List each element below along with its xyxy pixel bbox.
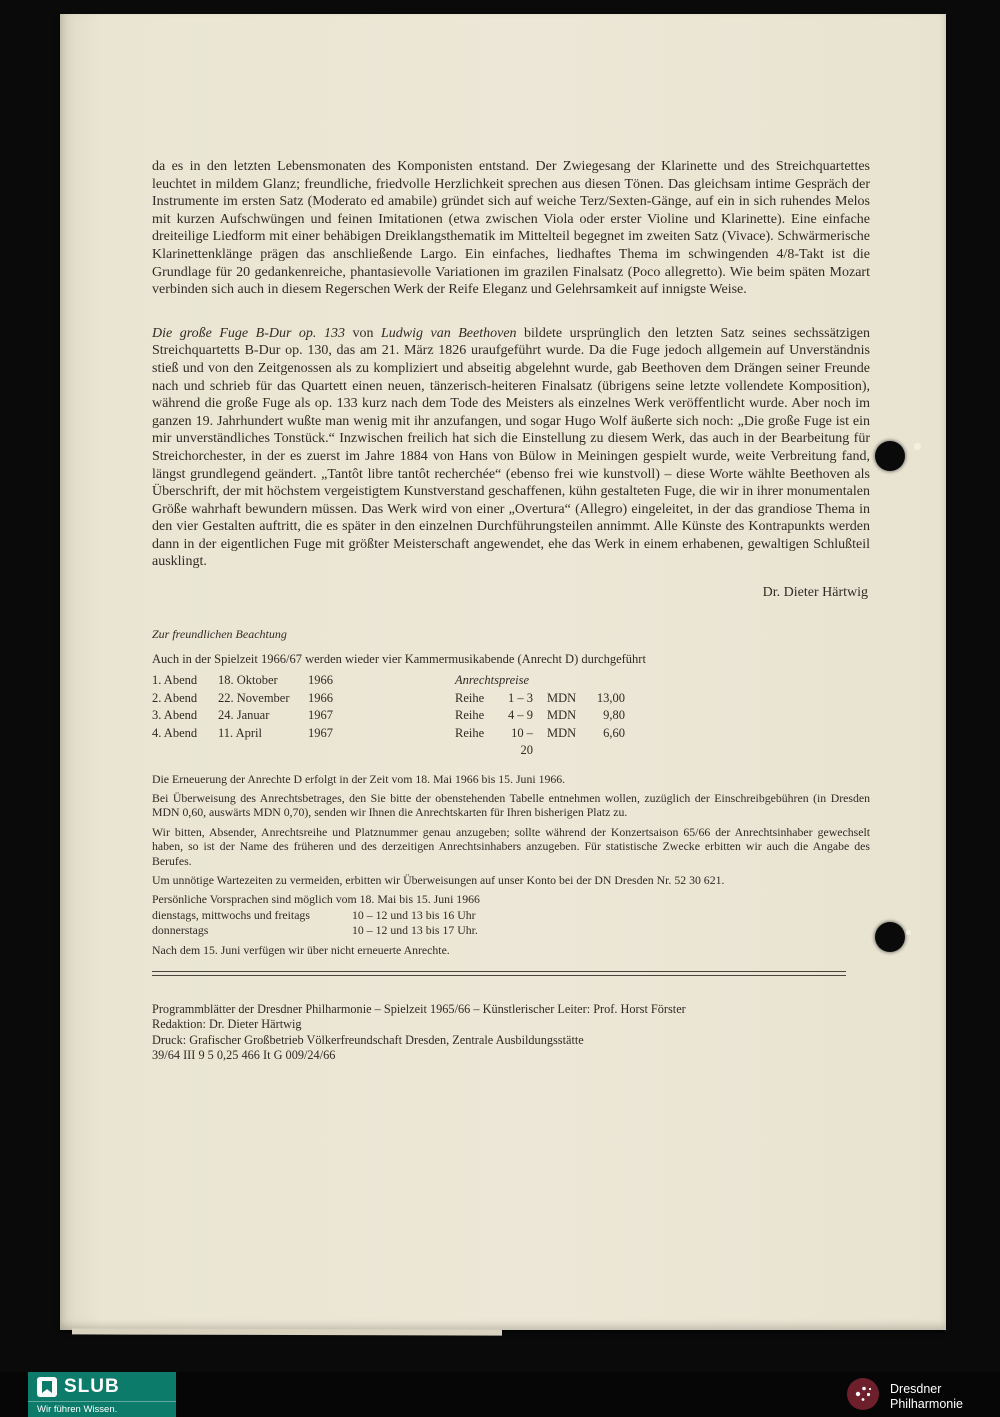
price-amount: 9,80	[603, 708, 625, 723]
imprint-line: Druck: Grafischer Großbetrieb Völkerfreundschaft Dresden, Zentrale Ausbildungsstätte	[152, 1032, 584, 1047]
slub-bookmark-icon	[37, 1377, 57, 1397]
table-row	[152, 672, 870, 690]
currency: MDN	[547, 690, 577, 705]
philharmonie-logo	[846, 1377, 963, 1416]
imprint-block	[152, 1002, 870, 1064]
event-year: 1967	[308, 725, 333, 740]
weekday-label: dienstags, mittwochs und freitags	[152, 907, 310, 922]
page-text-block	[152, 158, 870, 1064]
event-number: 4. Abend	[152, 725, 198, 740]
hours-value: 10 – 12 und 13 bis 16 Uhr	[352, 907, 476, 922]
prices-cell	[455, 707, 625, 725]
notice-paragraph: Die Erneuerung der Anrechte D erfolgt in der Zeit vom 18. Mai 1966 bis 15. Juni 1966.	[152, 771, 566, 786]
event-date: 18. Oktober	[218, 673, 278, 688]
underlying-sheet-edge	[72, 1328, 502, 1335]
row-label: Reihe	[455, 708, 485, 723]
event-number: 1. Abend	[152, 673, 198, 688]
subscription-schedule-table	[152, 672, 870, 760]
punch-hole	[875, 922, 905, 952]
imprint-line: 39/64 III 9 5 0,25 466 It G 009/24/66	[152, 1048, 336, 1063]
row-label: Reihe	[455, 725, 485, 740]
paragraph-grosse-fuge	[152, 325, 870, 571]
price-amount: 13,00	[596, 690, 625, 705]
hours-value: 10 – 12 und 13 bis 17 Uhr.	[352, 923, 478, 938]
paragraph-body-text: bildete ursprünglich den letzten Satz seines sechssätzigen Streichquartetts B-Dur op. 130, das am 21. März 1826 uraufgeführt wurde. Da die Fuge jedoch allgemein auf Unverständnis stieß und von den Zeitgenossen als zu kompliziert und abseitig abgelehnt wurde, gab Beethoven dem Drängen seiner Freunde nach und schrieb für das Quartett einen neuen, tänzerisch-heiteren Finalsatz (übrigens seine letzte vollendete Komposition), während die große Fuge als op. 133 kurz nach dem Tode des Meisters als einzelnes Werk veröffentlicht wurde. Aber noch im ganzen 19. Jahrhundert wußte man wenig mit ihr anzufangen, und sogar Hugo Wolf äußerte sich noch: „Die große Fuge ist ein mir unverständliches Tonstück.“ Inzwischen freilich hat sich die Einstellung zu diesem Werk, das auch in der Bearbeitung für Streichorchester, in der es zuerst im Jahre 1884 von Hans von Bülow in Meiningen gespielt wurde, weite Verbreitung fand, längst grundlegend geändert. „Tantôt libre tantôt recherchée“ (ebenso frei wie kunstvoll) – diese Worte wählte Beethoven als Überschrift, der mit höchstem vergeistigtem Kunstverstand geschaffenen, kühn gestalteten Fuge, die wir in ihrer monumentalen Größe wahrhaft bewundern müssen. Das Werk wird von einer „Overtura“ (Allegro) eingeleitet, in der das grandiose Thema in den vier Gestalten auftritt, die es später in den einzelnen Durchführungsteilen annimmt. Alle Künste des Kontrapunkts werden dann in der eigentlichen Fuge mit größter Meisterschaft angewendet, ehe das Werk in einem erhabenen, gewaltigen Schlußteil ausklingt.	[152, 325, 870, 570]
prices-heading: Anrechtspreise	[455, 673, 530, 688]
divider-rule	[152, 971, 846, 976]
philharmonie-wordmark-line1: Dresdner	[890, 1381, 942, 1396]
opening-hours-row	[152, 923, 870, 937]
currency: MDN	[547, 725, 577, 740]
event-date: 11. April	[218, 725, 262, 740]
weekday-label: donnerstags	[152, 923, 209, 938]
connector-text: von	[344, 325, 381, 341]
imprint-line: Redaktion: Dr. Dieter Härtwig	[152, 1017, 302, 1032]
prices-cell	[455, 672, 529, 690]
table-row	[152, 690, 870, 708]
notice-paragraph: Bei Überweisung des Anrechtsbetrages, den Sie bitte der obenstehenden Tabelle entnehmen wollen, zuzüglich der Einschreibgebühren (in Dresden MDN 0,60, auswärts MDN 0,70), senden wir Ihnen die Anrechtskarten für Ihren bisherigen Platz zu.	[152, 790, 870, 820]
row-label: Reihe	[455, 690, 485, 705]
event-year: 1966	[308, 690, 333, 705]
philharmonie-wordmark	[890, 1382, 963, 1412]
opening-hours-row	[152, 908, 870, 922]
price-amount: 6,60	[603, 725, 625, 740]
notice-heading: Zur freundlichen Beachtung	[152, 627, 287, 642]
philharmonie-circle-icon	[846, 1377, 880, 1416]
slub-tagline: Wir führen Wissen.	[28, 1401, 176, 1415]
prices-cell	[455, 725, 625, 760]
currency: MDN	[547, 708, 577, 723]
row-range: 1 – 3	[508, 690, 533, 705]
event-year: 1966	[308, 673, 333, 688]
notice-paragraph: Um unnötige Wartezeiten zu vermeiden, erbitten wir Überweisungen auf unser Konto bei der DN Dresden Nr. 52 30 621.	[152, 873, 725, 887]
event-date: 22. November	[218, 690, 290, 705]
dust-speck	[906, 930, 911, 935]
scanned-page	[60, 14, 946, 1330]
event-number: 3. Abend	[152, 708, 198, 723]
row-range: 4 – 9	[508, 708, 533, 723]
composer-name: Ludwig van Beethoven	[380, 325, 517, 341]
table-row	[152, 725, 870, 760]
prices-cell	[455, 690, 625, 708]
work-title: Die große Fuge B-Dur op. 133	[152, 325, 345, 341]
slub-logo	[28, 1372, 176, 1417]
slub-logo-row	[28, 1372, 176, 1398]
row-range: 10 – 20	[511, 725, 533, 758]
notice-final-line: Nach dem 15. Juni verfügen wir über nicht erneuerte Anrechte.	[152, 942, 450, 957]
philharmonie-wordmark-line2: Philharmonie	[890, 1396, 963, 1411]
notice-paragraph: Persönliche Vorsprachen sind möglich vom 18. Mai bis 15. Juni 1966	[152, 892, 480, 907]
slub-wordmark: SLUB	[64, 1376, 120, 1397]
author-signature: Dr. Dieter Härtwig	[762, 585, 868, 601]
notice-paragraph: Wir bitten, Absender, Anrechtsreihe und Platznummer genau anzugeben; sollte während der Konzertsaison 65/66 der Anrechtsinhaber gewechselt haben, so ist der Name des früheren und des derzeitigen Anrechtsinhabers anzugeben. Für statistische Zwecke erbitten wir auch die Angabe des Berufes.	[152, 824, 870, 868]
punch-hole	[875, 441, 905, 471]
event-year: 1967	[308, 708, 333, 723]
paragraph-clarinet-quintet: da es in den letzten Lebensmonaten des Komponisten entstand. Der Zwiegesang der Klarinette und des Streichquartettes leuchtet in mildem Glanz; freundliche, friedvolle Herzlichkeit sprechen aus diesen Tönen. Das gleichsam intime Gespräch der Instrumente im ersten Satz (Moderato ed amabile) gründet sich auf weiche Terz/Sexten-Gänge, auf ein in sich ruhendes Melos mit kurzen Aufschwüngen und feinen Imitationen (etwa zwischen Viola oder erster Violine und Klarinette). Eine einfache dreiteilige Liedform mit einer behäbigen Dreiklangsthematik im Mittelteil begegnet im zweiten Satz (Vivace). Schwärmerische Klarinettenklänge prägen das anschließende Largo. Ein einfaches, liedhaftes Thema im schwingenden 4/8-Takt ist die Grundlage für 20 gedankenreiche, phantasievolle Variationen im grazilen Finalsatz (Poco allegretto). Wie beim späten Mozart verbinden sich auch in diesem Regerschen Werk der Reife Eleganz und Gelehrsamkeit auf innigste Weise.	[152, 159, 870, 298]
event-date: 24. Januar	[218, 708, 270, 723]
table-row	[152, 707, 870, 725]
imprint-line: Programmblätter der Dresdner Philharmonie – Spielzeit 1965/66 – Künstlerischer Leiter: Prof. Horst Förster	[152, 1002, 686, 1017]
event-number: 2. Abend	[152, 690, 198, 705]
viewer-footer-bar	[0, 1372, 1000, 1417]
notice-intro: Auch in der Spielzeit 1966/67 werden wieder vier Kammermusikabende (Anrecht D) durchgeführt	[152, 652, 646, 667]
dust-speck	[914, 443, 921, 450]
